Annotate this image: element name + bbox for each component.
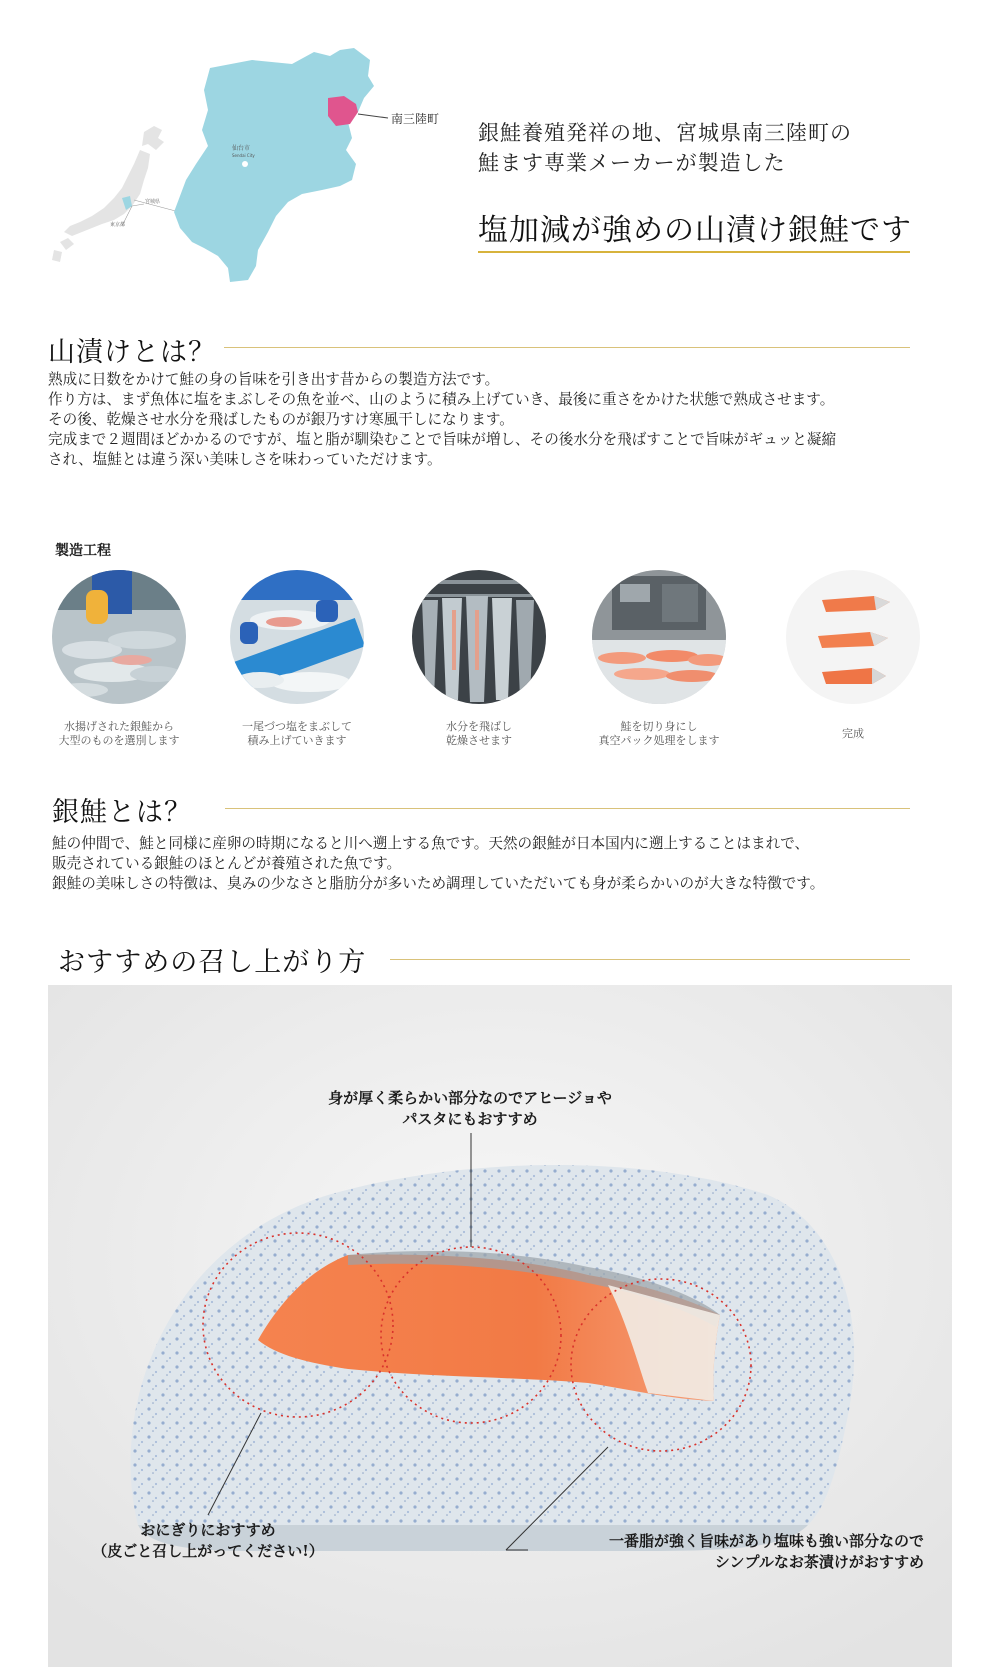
callout-line: パスタにもおすすめ [402, 1110, 538, 1128]
body-line: 販売されている銀鮭のほとんどが養殖された魚です。 [52, 855, 402, 872]
caption-line: 積み上げていきます [247, 734, 347, 747]
callout-line: おにぎりにおすすめ [140, 1521, 276, 1539]
process-caption [212, 720, 382, 748]
caption-line: 水分を飛ばし [446, 720, 512, 733]
capital-label: 東京都 [110, 222, 126, 228]
process-caption [574, 720, 744, 748]
body-line: 完成まで２週間ほどかかるのですが、塩と脂が馴染むことで旨味が増し、その後水分を飛ばすことで旨味がギュッと凝縮 [48, 431, 837, 448]
callout-center [288, 1088, 652, 1130]
callout-line: 一番脂が強く旨味があり塩味も強い部分なので [608, 1532, 924, 1550]
callout-line: （皮ごと召し上がってください!） [92, 1542, 324, 1560]
caption-line: 真空パック処理をします [598, 734, 720, 747]
intro-line-2: 鮭ます専業メーカーが製造した [478, 151, 786, 175]
sendai-marker-icon [242, 161, 248, 167]
miyagi-prefecture-shape [174, 48, 374, 282]
process-title: 製造工程 [55, 543, 111, 559]
pref-label: 宮城県 [145, 199, 161, 205]
salmon-plate-photo [48, 985, 952, 1667]
recommend-heading: おすすめの召し上がり方 [58, 940, 374, 979]
body-line: 銀鮭の美味しさの特徴は、臭みの少なさと脂肪分が多いため調理していただいても身が柔らかいのが大きな特徴です。 [52, 875, 825, 892]
headline-underline [478, 251, 910, 253]
caption-line: 乾燥させます [446, 734, 512, 747]
japan-map-icon [52, 126, 202, 262]
caption-line: 水揚げされた銀鮭から [64, 720, 174, 733]
heading-rule [390, 959, 910, 960]
body-line: され、塩鮭とは違う深い美味しさを味わっていただけます。 [48, 451, 442, 468]
process-caption [394, 720, 564, 748]
caption-line: 一尾づつ塩をまぶして [242, 720, 352, 733]
heading-rule [225, 808, 910, 809]
town-label: 南三陸町 [391, 112, 440, 126]
body-line: 作り方は、まず魚体に塩をまぶしその魚を並べ、山のように積み上げていき、最後に重さをかけた状態で熟成させます。 [48, 391, 835, 408]
body-line: 鮭の仲間で、鮭と同様に産卵の時期になると川へ遡上する魚です。天然の銀鮭が日本国内に遡上することはまれで、 [52, 835, 810, 852]
process-photo-sorting [52, 570, 186, 704]
body-line: その後、乾燥させ水分を飛ばしたものが銀乃すけ寒風干しになります。 [48, 411, 514, 428]
city-label: 仙台市 [232, 145, 251, 152]
miyagi-map [52, 46, 472, 306]
yamazuke-heading: 山漬けとは？ [48, 330, 224, 369]
process-caption [34, 720, 204, 748]
callout-right [528, 1531, 924, 1573]
ginzake-body [52, 834, 824, 894]
callout-left [88, 1520, 328, 1562]
caption-line: 完成 [842, 727, 864, 740]
callout-line: 身が厚く柔らかい部分なのでアヒージョや [328, 1089, 612, 1107]
callout-line: シンプルなお茶漬けがおすすめ [714, 1553, 924, 1571]
body-line: 熟成に日数をかけて鮭の身の旨味を引き出す昔からの製造方法です。 [48, 371, 500, 388]
yamazuke-body [48, 370, 836, 470]
process-caption [768, 727, 938, 741]
city-label-en: Sendai City [232, 153, 255, 158]
heading-rule [220, 347, 910, 348]
ginzake-heading: 銀鮭とは？ [52, 790, 200, 829]
caption-line: 鮭を切り身にし [620, 720, 698, 733]
process-photo-salting [230, 570, 364, 704]
intro-line-1: 銀鮭養殖発祥の地、宮城県南三陸町の [478, 121, 852, 145]
process-photo-drying [412, 570, 546, 704]
process-photo-finished [786, 570, 920, 704]
caption-line: 大型のものを選別します [58, 734, 180, 747]
intro-headline: 塩加減が強めの山漬け銀鮭です [478, 213, 912, 248]
process-photo-vacuum [592, 570, 726, 704]
